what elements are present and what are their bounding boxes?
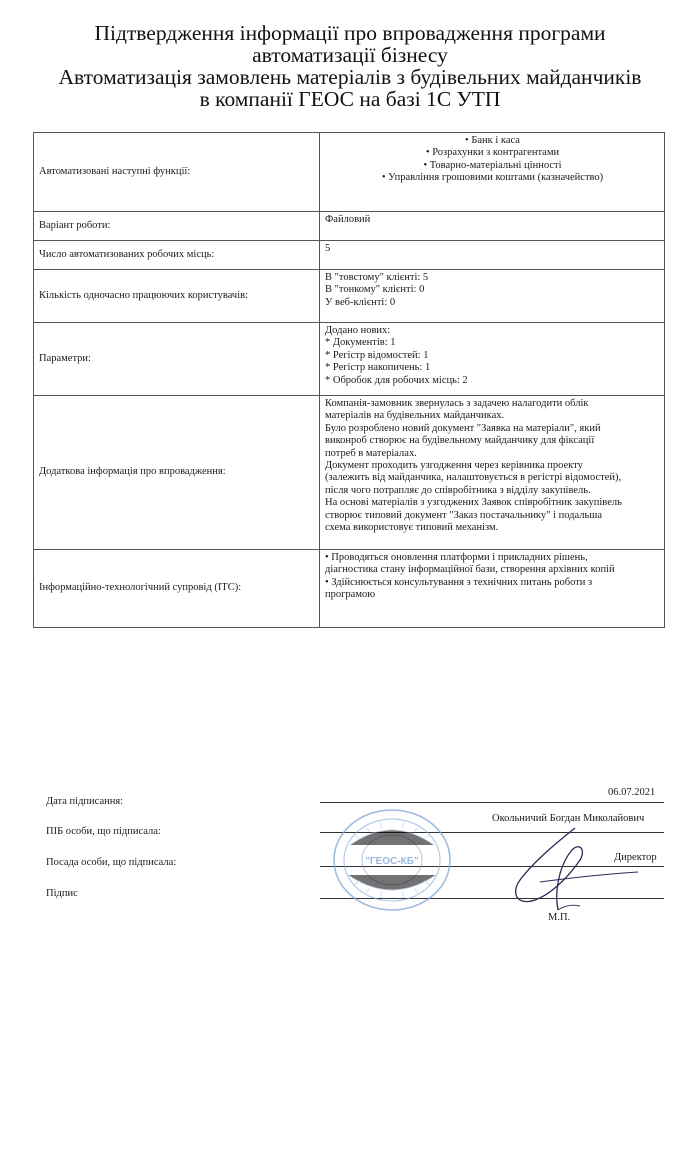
row-functions <box>34 133 665 212</box>
name-value: Окольничий Богдан Миколайович <box>492 813 645 824</box>
signature-label: Підпис <box>46 888 78 899</box>
extra-line: На основі матеріалів з узгоджених Заявок співробітник закупівель <box>325 497 622 509</box>
users-line: У веб-клієнті: 0 <box>325 296 396 308</box>
extra-line: потреб в матеріалах. <box>325 447 417 459</box>
stamp-text: "ГЕОС-КБ" <box>365 856 419 867</box>
itc-line: • Здійснюється консультування з технічних питань роботи з <box>325 576 593 588</box>
params-line: * Обробок для робочих місць: 2 <box>325 374 468 386</box>
itc-line: діагностика стану інформаційної бази, створення архівних копій <box>325 564 615 576</box>
extra-line: створює типовий документ "Заказ постачальнику" і подальша <box>325 509 603 521</box>
extra-line: Було розроблено новий документ "Заявка на матеріали", який <box>325 422 601 434</box>
users-value <box>320 270 665 323</box>
row-params <box>34 323 665 396</box>
date-label: Дата підписання: <box>46 796 124 807</box>
extra-line: після чого потрапляє до співробітника з відділу закупівель. <box>325 484 591 496</box>
params-label: Параметри: <box>34 323 320 396</box>
functions-label: Автоматизовані наступні функції: <box>34 133 320 212</box>
title-line-4: в компанії ГЕОС на базі 1С УТП <box>199 87 501 111</box>
extra-line: (залежить від майданчика, налаштовується в регістрі відомостей), <box>325 472 622 484</box>
extra-line: Компанія-замовник звернулась з задачею налагодити облік <box>325 398 589 409</box>
name-label: ПІБ особи, що підписала: <box>46 826 161 837</box>
params-line: * Регістр накопичень: 1 <box>325 362 431 374</box>
position-value: Директор <box>614 852 657 863</box>
functions-list <box>320 133 665 212</box>
row-workplaces <box>34 241 665 270</box>
users-line: В "тонкому" клієнті: 0 <box>325 284 425 296</box>
itc-line: програмою <box>325 589 376 601</box>
date-line <box>320 802 664 803</box>
extra-line: виконроб створює на будівельному майданчику для фіксації <box>325 435 595 447</box>
document-title <box>20 22 680 110</box>
row-users <box>34 270 665 323</box>
extra-value <box>320 396 665 550</box>
extra-line: Документ проходить узгодження через керівника проекту <box>325 460 583 472</box>
row-extra <box>34 396 665 550</box>
info-table <box>33 132 665 628</box>
variant-label: Варіант роботи: <box>34 212 320 241</box>
function-item: • Банк і каса <box>465 135 520 146</box>
itc-value <box>320 550 665 628</box>
params-line: Додано нових: <box>325 325 391 336</box>
itc-line: • Проводяться оновлення платформи і прикладних рішень, <box>325 552 588 563</box>
params-line: * Документів: 1 <box>325 337 396 349</box>
title-line-1: Підтвердження інформації про впровадження програми <box>94 21 606 45</box>
params-value <box>320 323 665 396</box>
title-line-3: Автоматизація замовлень матеріалів з будівельних майданчиків <box>58 65 642 89</box>
mp-label: М.П. <box>548 912 571 923</box>
position-label: Посада особи, що підписала: <box>46 857 177 868</box>
users-line: В "товстому" клієнті: 5 <box>325 272 429 283</box>
function-item: • Управління грошовими коштами (казначейство) <box>381 172 604 184</box>
workplaces-value: 5 <box>320 241 665 270</box>
workplaces-label: Число автоматизованих робочих місць: <box>34 241 320 270</box>
row-itc <box>34 550 665 628</box>
function-item: • Розрахунки з контрагентами <box>425 147 560 159</box>
signature-mark <box>480 820 640 920</box>
extra-line: схема використовує типовий механізм. <box>325 522 499 534</box>
params-line: * Регістр відомостей: 1 <box>325 349 429 361</box>
company-stamp <box>330 805 455 915</box>
extra-line: матеріалів на будівельних майданчиках. <box>325 410 505 422</box>
title-line-2: автоматизації бізнесу <box>252 43 448 67</box>
variant-value: Файловий <box>320 212 665 241</box>
extra-label: Додаткова інформація про впровадження: <box>34 396 320 550</box>
function-item: • Товарно-матеріальні цінності <box>423 159 562 171</box>
row-variant <box>34 212 665 241</box>
users-label: Кількість одночасно працюючих користувачів: <box>34 270 320 323</box>
date-value: 06.07.2021 <box>608 787 656 798</box>
itc-label: Інформаційно-технологічний супровід (ІТС): <box>34 550 320 628</box>
